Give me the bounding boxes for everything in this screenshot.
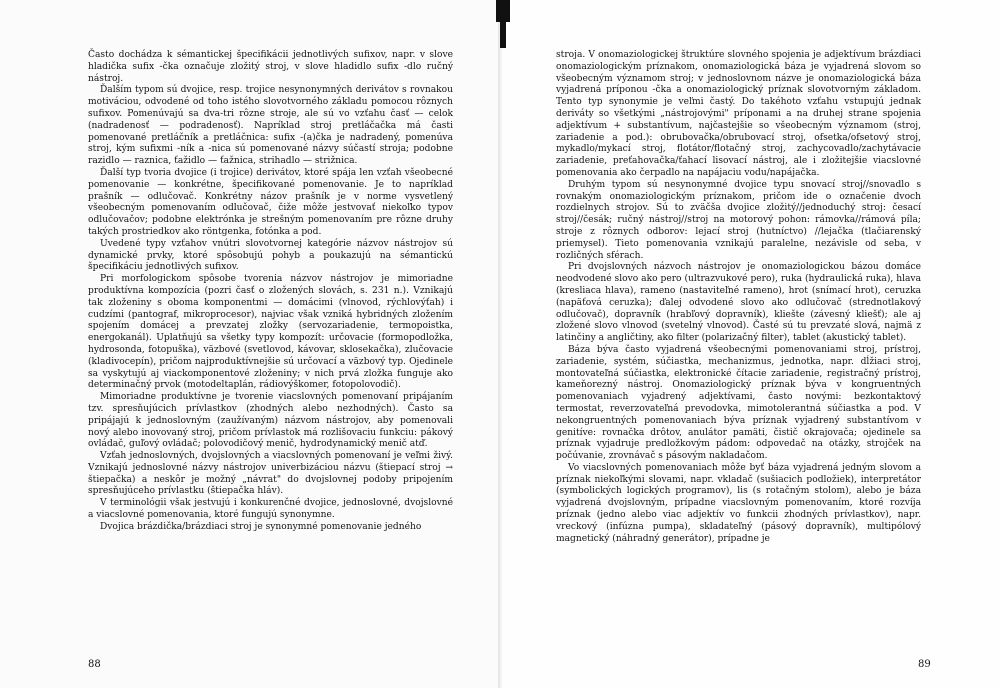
paragraph: Mimoriadne produktívne je tvorenie viacslovných pomenovaní pripájaním tzv. spresňujúcich prívlastkov (zhodných alebo nezhodných). Často sa pripájajú k jednoslovným (zaužívaným) názvom nástrojov, aby pomenovali nový alebo inovovaný stroj, pričom prívlastok má rozlišovaciu funkciu: pákový ovládač, guľový ovládač; polovodičový menič, hydrodynamický menič atď. xyxy=(88,392,453,450)
page-number-right: 89 xyxy=(918,659,931,670)
right-text-column xyxy=(556,50,921,545)
page-number-left: 88 xyxy=(88,659,101,670)
paragraph: Pri dvojslovných názvoch nástrojov je onomaziologickou bázou domáce neodvodené slovo ako pero (ultrazvukové pero), ruka (hydraulická ruka), hlava (kresliaca hlava), rameno (nastaviteľné rameno), hrot (snímací hrot), ceruzka (napäťová ceruzka); ďalej odvodené slovo ako odlučovač (strednotlakový odlučovač), dopravník (hrabľový dopravník), kliešte (závesný kliešť); ale aj zložené slovo vlnovod (svetelný vlnovod). Časté sú tu prevzaté slová, najmä z latinčiny a angličtiny, ako filter (polarizačný filter), tablet (akustický tablet). xyxy=(556,262,921,344)
paragraph: Báza býva často vyjadrená všeobecnými pomenovaniami stroj, prístroj, zariadenie, systém, súčiastka, mechanizmus, jednotka, napr. dĺžiaci stroj, montovateľná súčiastka, elektronické čítacie zariadenie, registračný prístroj, kameňorezný nástroj. Onomaziologický príznak býva v kongruentných pomenovaniach vyjadrený adjektívami, často novými: bezkontaktový termostat, reverzovateľná prevodovka, mimotolerantná súčiastka a pod. V nekongruentných pomenovaniach býva príznak vyjadrený substantívom v genitíve: rovnačka drôtov, anulátor pamäti, čistič okrajovača; ojedinele sa príznak vyjadruje predložkovým pádom: odpovedač na otázky, strojček na počúvanie, zrovnávač s pásovým nakladačom. xyxy=(556,344,921,462)
paragraph: Často dochádza k sémantickej špecifikácii jednotlivých sufixov, napr. v slove hladička sufix -čka označuje zložitý stroj, v slove hladidlo sufix -dlo ručný nástroj. xyxy=(88,50,453,84)
paragraph: Dvojica brázdička/brázdiaci stroj je synonymné pomenovanie jedného xyxy=(100,521,422,532)
paragraph: Ďalší typ tvoria dvojice (i trojice) derivátov, ktoré spája len vzťah všeobecné pomenovanie — konkrétne, špecifikované pomenovanie. Je to napríklad prašník — odlučovač. Konkrétny názov prašník je v norme vysvetlený všeobecným pomenovaním odlučovač, čiže môže jestvovať niekoľko typov odlučovačov; podobne elektrónka je strešným pomenovaním pre rôzne druhy takých prostriedkov ako röntgenka, fotónka a pod. xyxy=(88,167,453,237)
binding-mark xyxy=(496,0,510,22)
paragraph: Druhým typom sú nesynonymné dvojice typu snovací stroj//snovadlo s rovnakým onomaziologickým príznakom, pričom ide o označenie dvoch rozdielnych strojov. Sú to zväčša dvojice zložitý//jednoduchý stroj: česací stroj//česák; ručný nástroj//stroj na motorový pohon: rámovka//rámová píla; stroje z rôznych odborov: lejací stroj (hutníctvo) //lejačka (tlačiarenský priemysel). Tieto pomenovania vznikajú paralelne, nezávisle od seba, v rozličných sférach. xyxy=(556,179,921,261)
paragraph: Vo viacslovných pomenovaniach môže byť báza vyjadrená jedným slovom a príznak niekoľkými slovami, napr. vkladač (sušiacich podložiek), interpretátor (symbolických logických programov), lis (s rotačným stolom), alebo je báza vyjadrená dvojslovným, prípadne viacslovným pomenovaním, ktoré rozvíja príznak (jedno alebo viac adjektív vo funkcii zhodných prívlastkov), napr. vreckový (infúzna pumpa), skladateľný (pásový dopravník), multipólový magnetický (náhradný generátor), prípadne je xyxy=(556,462,921,544)
paragraph: stroja. V onomaziologickej štruktúre slovného spojenia je adjektívum brázdiaci onomaziologickým príznakom, onomaziologická báza je vyjadrená slovom so všeobecným významom stroj; v jednoslovnom názve je onomaziologická báza vyjadrená príponou -čka a onomaziologický príznak slovotvorným základom. Tento typ synonymie je veľmi častý. Do takéhoto vzťahu vstupujú jednak deriváty so všetkými „nástrojovými" príponami a na druhej strane spojenia adjektívum + substantívum, najčastejšie so všeobecným významom (stroj, zariadenie a pod.): obrubovačka/obrubovací stroj, ofsetka/ofsetový stroj, mykadlo/mykací stroj, flotátor/flotačný stroj, zachycovadlo/zachytávacie zariadenie, preťahovačka/ťahací lisovací nástroj, ale i zložitejšie viacslovné pomenovania ako čerpadlo na napájaciu vodu/napájačka. xyxy=(556,50,921,178)
paragraph: Vzťah jednoslovných, dvojslovných a viacslovných pomenovaní je veľmi živý. Vznikajú jednoslovné názvy nástrojov univerbizáciou názvu (štiepací stroj → štiepačka) a neskôr je možný „návrat" do dvojslovnej podoby pripojením spresňujúceho prívlastku (štiepačka hláv). xyxy=(88,451,453,497)
paragraph: V terminológii však jestvujú i konkurenčné dvojice, jednoslovné, dvojslovné a viacslovné pomenovania, ktoré fungujú synonymne. xyxy=(88,498,453,521)
book-gutter xyxy=(498,0,502,688)
left-text-column xyxy=(88,50,453,534)
paragraph: Ďalším typom sú dvojice, resp. trojice nesynonymných derivátov s rovnakou motiváciou, odvodené od toho istého slovotvorného základu pomocou rôznych sufixov. Pomenúvajú sa dva-tri rôzne stroje, ale sú vo vzťahu časť — celok (nadradenosť — podradenosť). Napríklad stroj pretláčačka má časti pomenované pretláčník a pretláčnica: sufix -(a)čka je nadradený, pomenúva stroj, kým sufixmi -ník a -nica sú pomenované názvy súčastí stroja; podobne razidlo — raznica, ťažidlo — ťažnica, strihadlo — strižnica. xyxy=(88,85,453,167)
paragraph: Uvedené typy vzťahov vnútri slovotvornej kategórie názvov nástrojov sú dynamické prvky, ktoré spôsobujú pohyb a poukazujú na sémantickú špecifikáciu jednotlivých sufixov. xyxy=(88,238,453,273)
paragraph: Pri morfologickom spôsobe tvorenia názvov nástrojov je mimoriadne produktívna kompozícia (pozri časť o zložených slovách, s. 231 n.). Vznikajú tak zloženiny s oboma komponentmi — domácimi (vlnovod, rýchlovýťah) i cudzími (pantograf, mikroprocesor), najviac však vzniká hybridných zložením spojením domácej a prevzatej zložky (servozariadenie, termopoistka, energokanál). Uplatňujú sa všetky typy kompozít: určovacie (formopodložka, hydrosonda, fotopuška), väzbové (svetlovod, kávovar, sklosekačka), zlučovacie (kladivocepín), pričom najproduktívnejšie sú určovací a väzbový typ. Ojedinele sa vyskytujú aj viackomponentové zloženiny; v nich prvá zložka funguje ako determinačný prvok (motodeltaplán, rádiovýškomer, fotopolovodič). xyxy=(88,274,453,391)
